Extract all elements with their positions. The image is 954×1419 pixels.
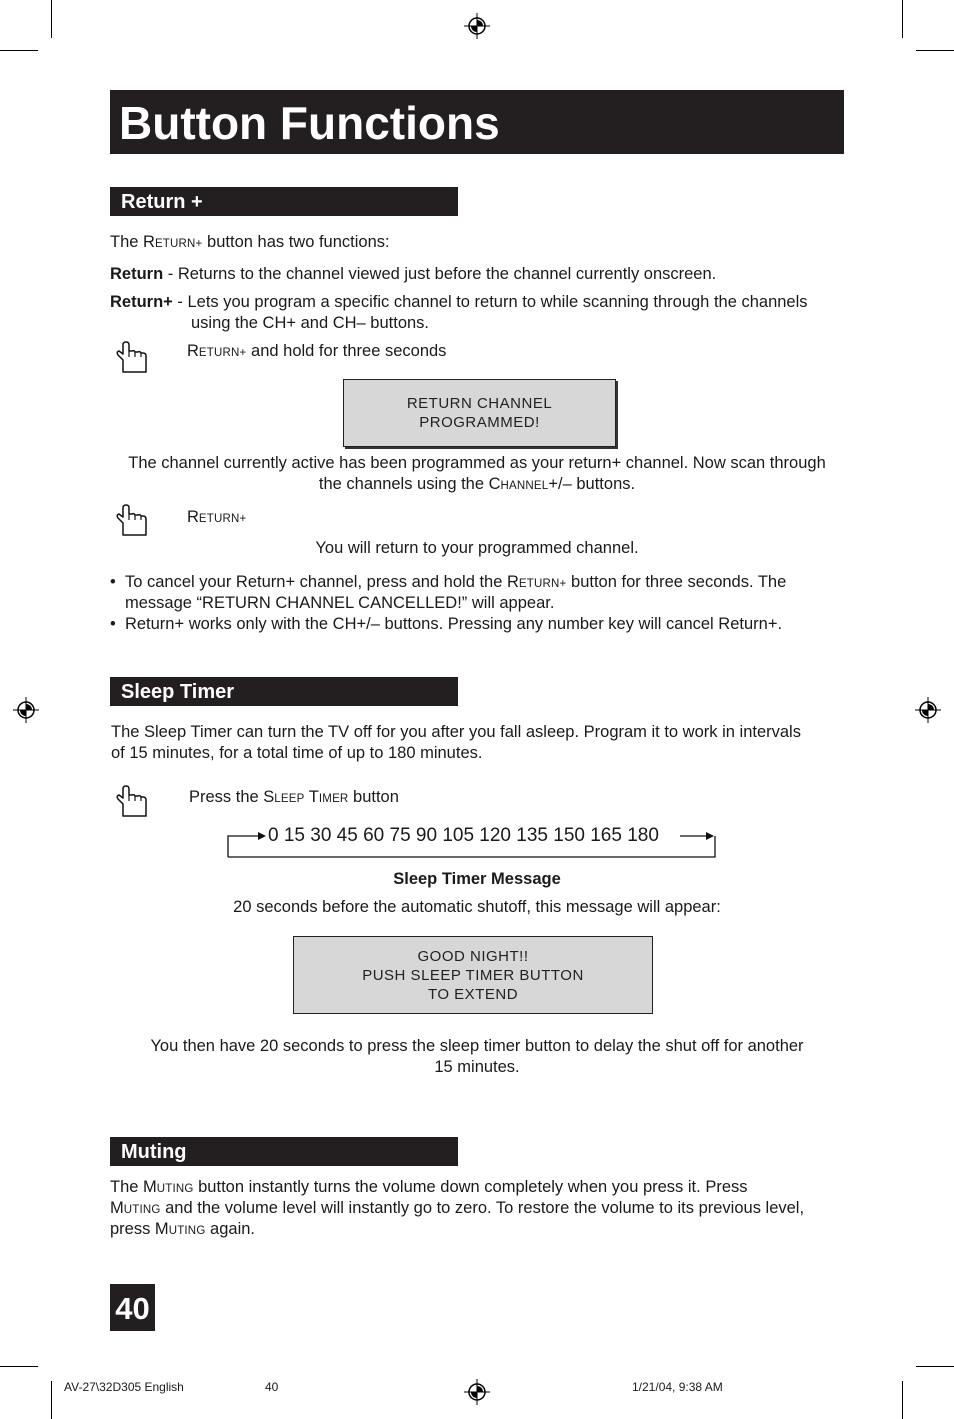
return-intro: The RETURN+ button has two functions: <box>110 233 390 251</box>
hand-press-icon <box>114 785 148 817</box>
sleep-message-title: Sleep Timer Message <box>393 870 561 888</box>
sleep-timer-sequence: 0 15 30 45 60 75 90 105 120 135 150 165 180 <box>268 825 659 846</box>
return-plus-definition-cont: using the CH+ and CH– buttons. <box>191 314 430 332</box>
return-step-press: RETURN+ <box>187 508 247 526</box>
page-number: 40 <box>110 1284 155 1331</box>
muting-line: The MUTING button instantly turns the volume down completely when you press it. Press <box>110 1178 748 1196</box>
registration-mark-icon <box>464 1379 490 1405</box>
section-heading-sleep-timer: Sleep Timer <box>110 677 458 706</box>
good-night-screen <box>293 936 653 1014</box>
section-heading-return: Return + <box>110 187 458 216</box>
crop-mark <box>51 1381 52 1419</box>
screen-line: TO EXTEND <box>427 985 519 1003</box>
screen-line: PUSH SLEEP TIMER BUTTON <box>362 966 584 984</box>
crop-mark <box>0 50 38 51</box>
return-programmed-screen <box>343 379 616 447</box>
page-title: Button Functions <box>110 90 844 154</box>
sleep-step: Press the SLEEP TIMER button <box>189 788 399 806</box>
screen-line: RETURN CHANNEL <box>406 395 553 412</box>
registration-mark-icon <box>915 697 941 723</box>
return-plus-definition: Return+ - Lets you program a specific channel to return to while scanning through the channels <box>110 293 808 311</box>
sleep-paragraph-cont: of 15 minutes, for a total time of up to 180 minutes. <box>111 744 483 762</box>
crop-mark <box>916 50 954 51</box>
sleep-paragraph: The Sleep Timer can turn the TV off for you after you fall asleep. Program it to work in intervals <box>111 723 801 741</box>
crop-mark <box>902 1381 903 1419</box>
sleep-message-intro: 20 seconds before the automatic shutoff, this message will appear: <box>233 898 721 916</box>
return-step-hold: RETURN+ and hold for three seconds <box>187 342 447 360</box>
crop-mark <box>51 0 52 38</box>
footer-date: 1/21/04, 9:38 AM <box>632 1380 723 1394</box>
muting-line: MUTING and the volume level will instantly go to zero. To restore the volume to its previous level, <box>110 1199 805 1217</box>
footer-page: 40 <box>265 1380 279 1394</box>
registration-mark-icon <box>13 697 39 723</box>
muting-line: press MUTING again. <box>110 1220 256 1238</box>
footer-file: AV-27\32D305 English <box>64 1380 184 1394</box>
sleep-outro-cont: 15 minutes. <box>434 1058 520 1076</box>
hand-press-icon <box>114 341 148 373</box>
crop-mark <box>902 0 903 38</box>
return-paragraph: The channel currently active has been programmed as your return+ channel. Now scan through <box>128 454 826 472</box>
return-definition: Return - Returns to the channel viewed just before the channel currently onscreen. <box>110 265 717 283</box>
hand-press-icon <box>114 504 148 536</box>
return-paragraph-cont: the channels using the CHANNEL+/– buttons. <box>318 475 636 493</box>
list-item-cont: message “RETURN CHANNEL CANCELLED!” will appear. <box>125 594 555 612</box>
crop-mark <box>0 1366 38 1367</box>
screen-line: PROGRAMMED! <box>419 414 540 431</box>
list-item: • To cancel your Return+ channel, press and hold the RETURN+ button for three seconds. The <box>110 573 787 591</box>
registration-mark-icon <box>464 13 490 39</box>
section-heading-muting: Muting <box>110 1137 458 1166</box>
sleep-outro: You then have 20 seconds to press the sleep timer button to delay the shut off for another <box>150 1037 804 1055</box>
return-result: You will return to your programmed channel. <box>315 539 639 557</box>
list-item: • Return+ works only with the CH+/– buttons. Pressing any number key will cancel Return+. <box>110 615 783 633</box>
crop-mark <box>916 1366 954 1367</box>
screen-line: GOOD NIGHT!! <box>417 947 529 965</box>
